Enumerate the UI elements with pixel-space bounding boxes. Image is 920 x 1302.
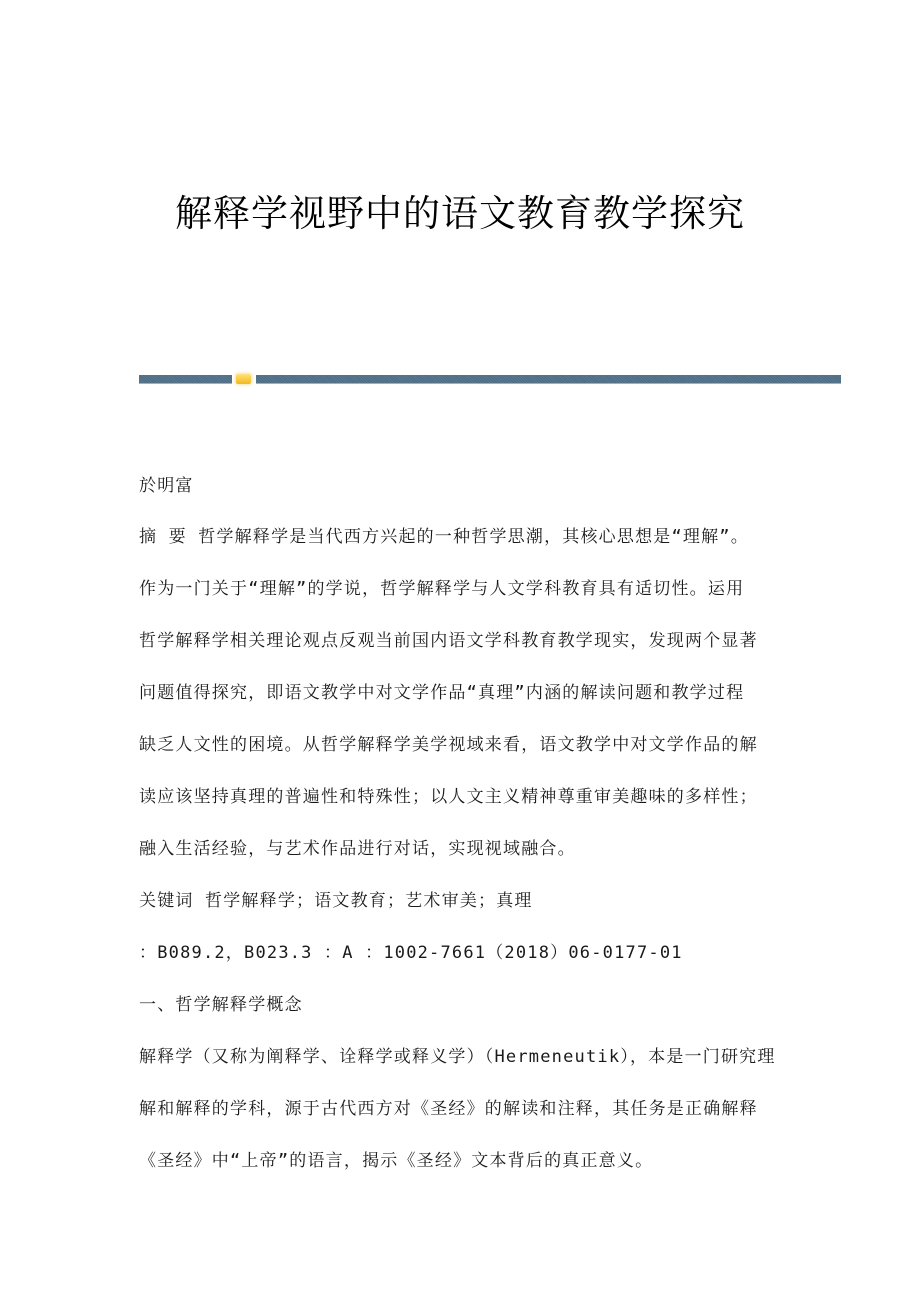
abstract-line: 问题值得探究，即语文教学中对文学作品“真理”内涵的解读问题和教学过程 bbox=[139, 683, 745, 703]
abstract bbox=[139, 519, 789, 868]
abstract-line: 缺乏人文性的困境。从哲学解释学美学视域来看，语文教学中对文学作品的解 bbox=[139, 735, 758, 755]
page-title: 解释学视野中的语文教育教学探究 bbox=[175, 192, 745, 235]
body-line: 解释学（又称为阐释学、诠释学或释义学）（Hermeneutik），本是一门研究理 bbox=[139, 1047, 776, 1067]
divider-bar-right bbox=[256, 375, 841, 384]
title-divider bbox=[139, 375, 841, 384]
body-paragraph bbox=[139, 1039, 789, 1180]
divider-bar-left bbox=[139, 375, 232, 384]
body-line: 解和解释的学科，源于古代西方对《圣经》的解读和注释，其任务是正确解释 bbox=[139, 1099, 758, 1119]
abstract-line: 摘 要 哲学解释学是当代西方兴起的一种哲学思潮，其核心思想是“理解”。 bbox=[139, 527, 749, 547]
divider-badge-icon bbox=[236, 374, 251, 384]
abstract-line: 读应该坚持真理的普遍性和特殊性；以人文主义精神尊重审美趣味的多样性； bbox=[139, 787, 758, 807]
document-body bbox=[139, 468, 789, 1180]
abstract-line: 融入生活经验，与艺术作品进行对话，实现视域融合。 bbox=[139, 839, 576, 859]
author-name: 於明富 bbox=[139, 476, 194, 496]
abstract-line: 哲学解释学相关理论观点反观当前国内语文学科教育教学现实，发现两个显著 bbox=[139, 631, 758, 651]
body-line: 《圣经》中“上帝”的语言，揭示《圣经》文本背后的真正意义。 bbox=[139, 1151, 654, 1171]
keywords: 关键词 哲学解释学；语文教育；艺术审美；真理 bbox=[139, 891, 533, 911]
abstract-line: 作为一门关于“理解”的学说，哲学解释学与人文学科教育具有适切性。运用 bbox=[139, 579, 745, 599]
classification-codes: ：B089.2，B023.3 ：A ：1002-7661（2018）06-0177-01 bbox=[139, 943, 683, 963]
section-heading: 一、哲学解释学概念 bbox=[139, 995, 303, 1015]
